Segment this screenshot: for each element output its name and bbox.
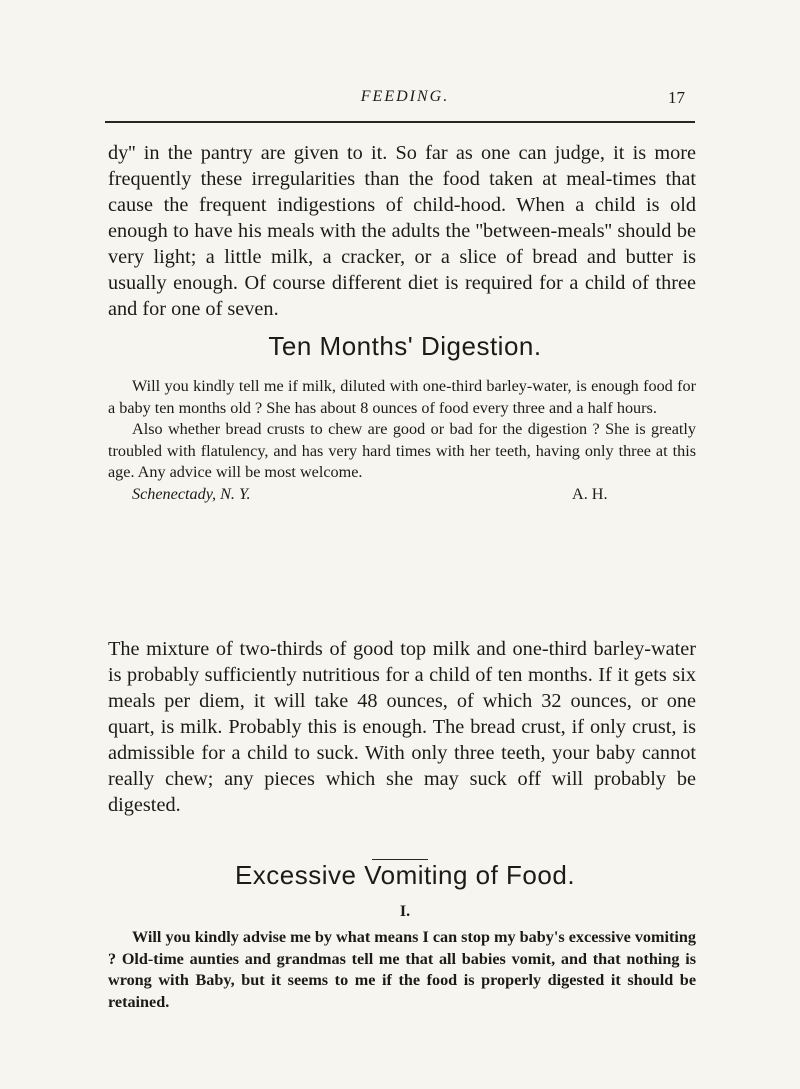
letter-paragraph: Will you kindly tell me if milk, diluted with one-third barley-water, is enough food for a baby ten months old ? She has about 8 ounces of food every three and a half hours. (108, 377, 696, 417)
letter-paragraph: Will you kindly advise me by what means I can stop my baby's excessive vomiting ? Old-time aunties and grandmas tell me that all babies vomit, and that nothing is wrong with Baby, but it seems to me if the food is properly digested it should be retained. (108, 928, 696, 1011)
letter-paragraph: Also whether bread crusts to chew are good or bad for the digestion ? She is greatly troubled with flatulency, and has very hard times with her teeth, having only three at this age. Any advice will be most welcome. (108, 420, 696, 481)
opening-paragraph: dy'' in the pantry are given to it. So far as one can judge, it is more frequently these irregularities than the food taken at meal-times that cause the frequent indigestions of child-hood. When a child is old enough to have his meals with the adults the ''between-meals'' should be very light; a little milk, a cracker, or a slice of bread and butter is usually enough. Of course different diet is required for a child of three and for one of seven. (108, 142, 696, 320)
letter-numeral: I. (399, 903, 411, 920)
answer-paragraph: The mixture of two-thirds of good top milk and one-third barley-water is probably sufficiently nutritious for a child of ten months. If it gets six meals per diem, it will take 48 ounces, of which 32 ounces, or one quart, is milk. Probably this is enough. The bread crust, if only crust, is admissible for a child to suck. With only three teeth, your baby cannot really chew; any pieces which she may suck off will probably be digested. (108, 638, 696, 816)
signature-initials: A. H. (572, 484, 608, 503)
running-head: FEEDING. (360, 88, 450, 105)
page-header (105, 88, 705, 114)
reader-letter-ten-months (108, 376, 696, 506)
section-heading-vomiting: Excessive Vomiting of Food. (234, 860, 576, 890)
letter-signature (108, 484, 696, 506)
section-heading-ten-months: Ten Months' Digestion. (268, 331, 542, 361)
reader-letter-vomiting (108, 927, 696, 1013)
header-rule (105, 121, 695, 123)
signature-place: Schenectady, N. Y. (132, 484, 251, 503)
page-number: 17 (668, 88, 685, 107)
